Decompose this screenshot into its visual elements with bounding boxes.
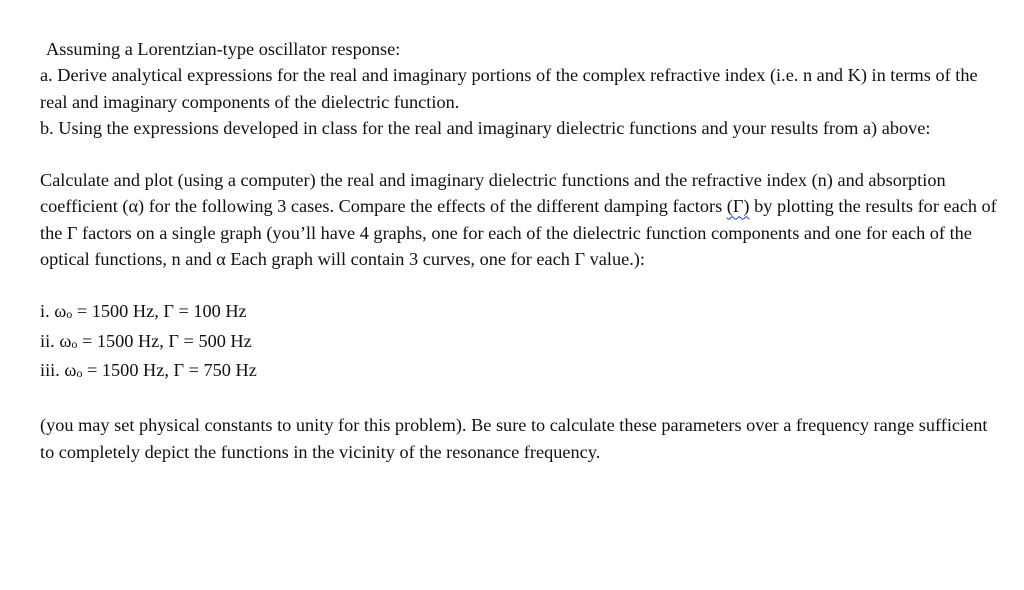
spacer [40, 141, 1000, 167]
spacer [40, 386, 1000, 412]
case-line [40, 357, 1000, 386]
part-b-paragraph: b. Using the expressions developed in class for the real and imaginary dielectric functions and your results from a) above: [40, 117, 931, 138]
intro-line: Assuming a Lorentzian-type oscillator response: [46, 39, 401, 59]
omega-subscript: o [66, 307, 73, 322]
damping-factor-symbol: (Γ) [726, 196, 750, 217]
instructions-text-end: by plotting the results for each of the Γ factors on a single graph (you’ll have 4 graphs, one for each of the dielectric function components and one for each of the optical functions, n and α Each graph will contain 3 curves, one for each Γ value.): [40, 196, 997, 270]
part-a-paragraph: a. Derive analytical expressions for the real and imaginary portions of the complex refractive index (i.e. n and K) in terms of the real and imaginary components of the dielectric function. [40, 65, 978, 112]
problem-document [40, 36, 1000, 465]
case-label: iii. [40, 359, 60, 380]
case-label: i. [40, 301, 50, 322]
closing-paragraph: (you may set physical constants to unity for this problem). Be sure to calculate these parameters over a frequency range sufficient to completely depict the functions in the vicinity of the resonance frequency. [40, 415, 988, 462]
omega-value: = 1500 Hz, [81, 330, 164, 351]
instructions-text-start: Calculate and plot (using a computer) the real and imaginary dielectric functions and the refractive index (n) and absorption coefficient (α) for the following 3 cases. Compare the effects of the different damping factors [40, 170, 946, 217]
case-label: ii. [40, 330, 55, 351]
gamma-value: Γ = 500 Hz [168, 330, 252, 351]
case-line [40, 328, 1000, 357]
instructions-paragraph [40, 167, 1000, 272]
omega-symbol: ω [64, 359, 77, 380]
omega-symbol: ω [54, 301, 67, 322]
omega-subscript: o [76, 365, 83, 380]
omega-value: = 1500 Hz, [87, 359, 169, 380]
omega-value: = 1500 Hz, [76, 301, 159, 322]
case-line [40, 298, 1000, 327]
gamma-value: Γ = 750 Hz [173, 359, 257, 380]
omega-symbol: ω [59, 330, 72, 351]
gamma-value: Γ = 100 Hz [163, 301, 247, 322]
omega-subscript: o [71, 336, 78, 351]
spacer [40, 272, 1000, 298]
